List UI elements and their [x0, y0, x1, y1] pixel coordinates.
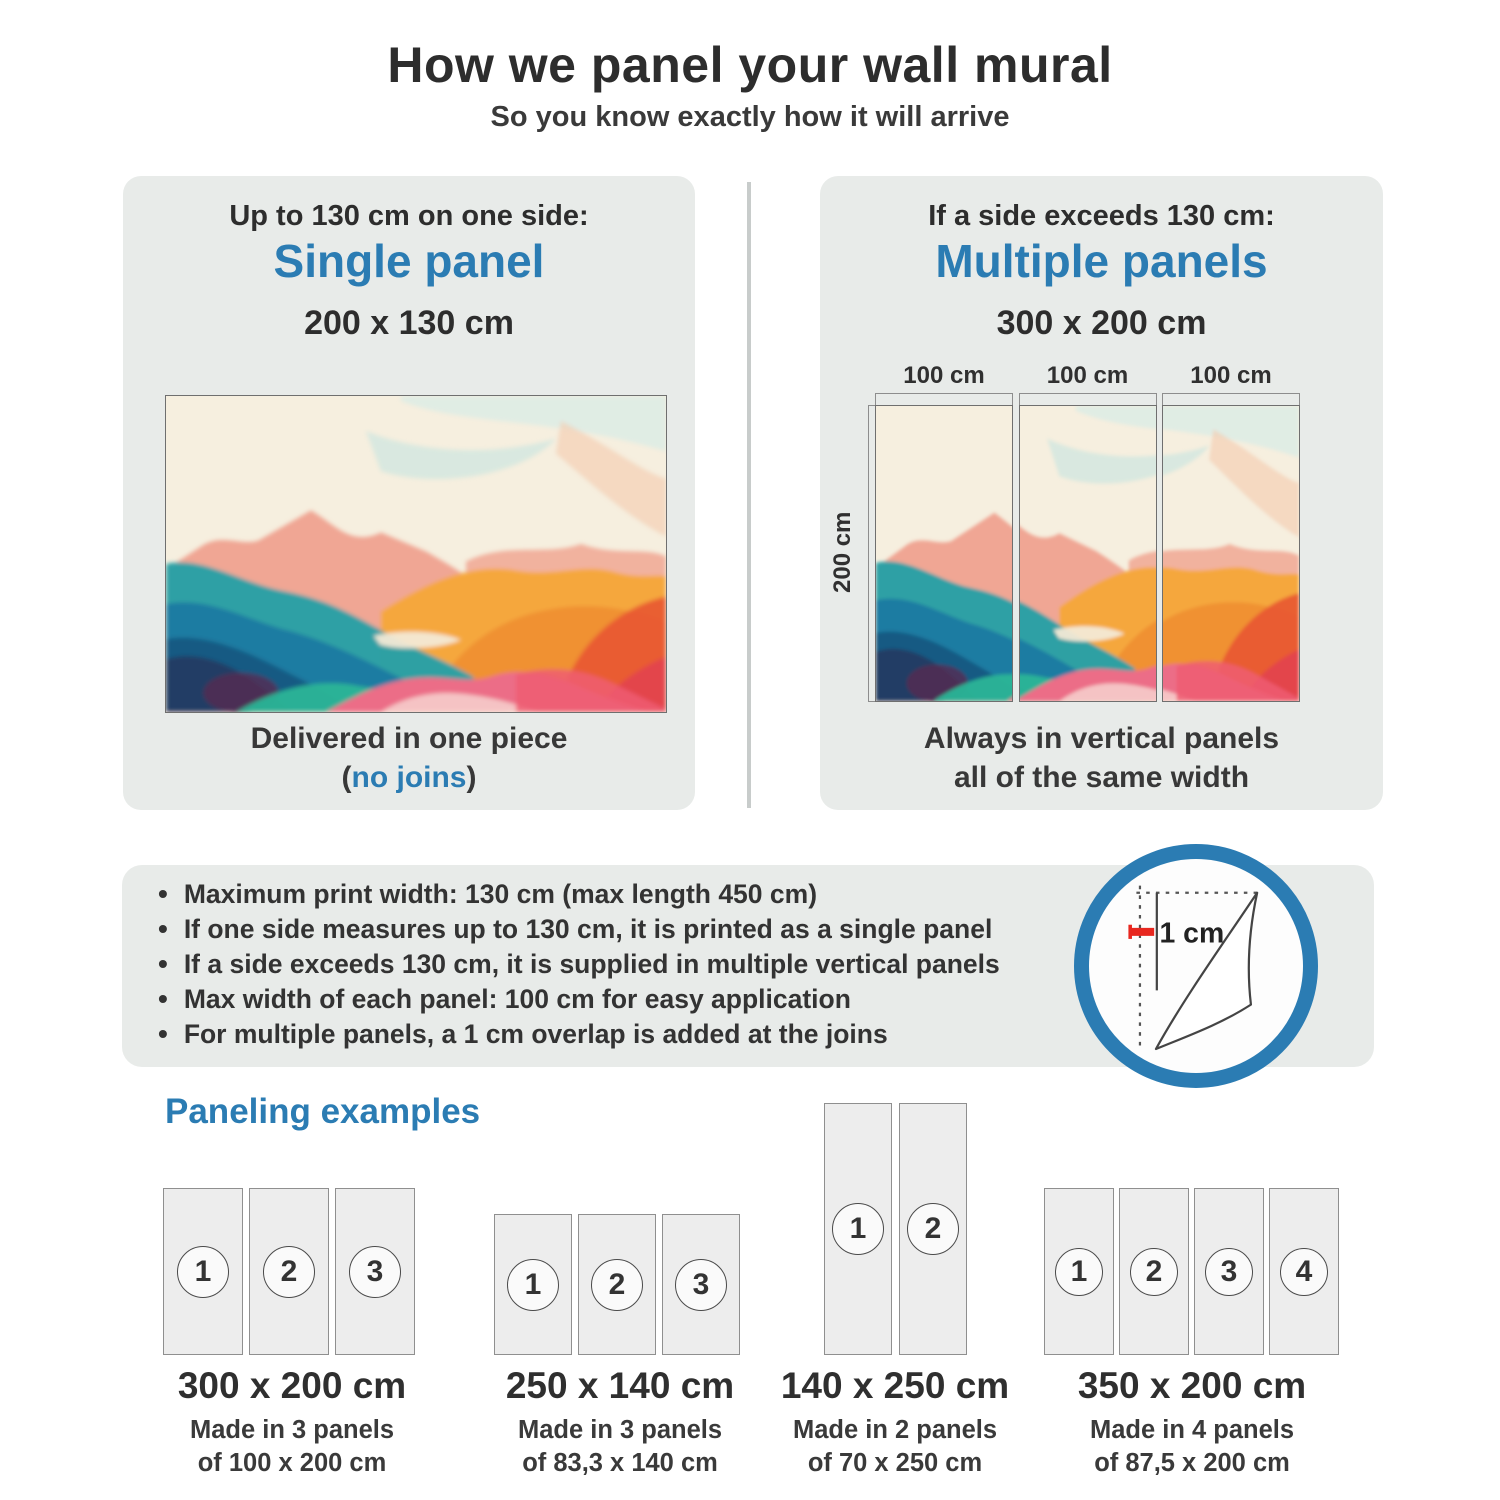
- note-paren-open: (: [341, 761, 352, 794]
- example-4-caption: [1042, 1366, 1342, 1480]
- note-paren-close: ): [466, 761, 477, 794]
- example-3-caption: [745, 1366, 1045, 1480]
- example-made-line: Made in 4 panels: [1089, 1416, 1295, 1444]
- card-divider: [747, 182, 751, 808]
- multiple-panels-caption-line1: Always in vertical panels: [923, 722, 1280, 755]
- no-joins-note: no joins: [351, 761, 467, 794]
- example-panel: [1269, 1188, 1339, 1355]
- single-panel-size: 200 x 130 cm: [304, 304, 514, 342]
- example-panel: [578, 1214, 656, 1355]
- width-bracket-1: [875, 393, 1013, 405]
- panel-number-badge: 2: [1130, 1248, 1178, 1296]
- panel-number-badge: 1: [177, 1246, 229, 1298]
- example-panel: [662, 1214, 740, 1355]
- panel-number-badge: 3: [1205, 1248, 1253, 1296]
- page-title: How we panel your wall mural: [387, 37, 1113, 93]
- example-2-caption: [470, 1366, 770, 1480]
- panel-number-badge: 3: [349, 1246, 401, 1298]
- mural-strip-3: [1162, 405, 1300, 702]
- example-size: 350 x 200 cm: [1077, 1365, 1307, 1406]
- mural-slice-2: [1020, 406, 1156, 701]
- example-3-panels: [824, 1103, 967, 1355]
- panel-number-badge: 2: [591, 1259, 643, 1311]
- example-of-line: of 70 x 250 cm: [807, 1449, 983, 1477]
- panel-number-badge: 1: [507, 1259, 559, 1311]
- example-of-line: of 83,3 x 140 cm: [522, 1449, 718, 1477]
- panel-number-badge: 4: [1280, 1248, 1328, 1296]
- panel-number-badge: 3: [675, 1259, 727, 1311]
- example-panel: [163, 1188, 243, 1355]
- multiple-panels-card: [820, 176, 1383, 810]
- mural-slice-3: [1163, 406, 1299, 701]
- panel-number-badge: 2: [907, 1203, 959, 1255]
- example-size: 140 x 250 cm: [780, 1365, 1010, 1406]
- bullet-text: • Maximum print width: 130 cm (max length 450 cm): [183, 879, 818, 909]
- example-2-panels: [494, 1214, 740, 1355]
- width-label-2: 100 cm: [1046, 362, 1129, 389]
- mural-strip-2: [1019, 405, 1157, 702]
- example-panel: [899, 1103, 967, 1355]
- paneling-examples-heading: Paneling examples: [165, 1092, 481, 1131]
- example-made-line: Made in 2 panels: [792, 1416, 998, 1444]
- example-panel: [1119, 1188, 1189, 1355]
- page-curl-overlap-icon: [1115, 875, 1275, 1057]
- single-panel-caption: Delivered in one piece: [250, 722, 568, 755]
- example-panel: [494, 1214, 572, 1355]
- panel-number-badge: 1: [1055, 1248, 1103, 1296]
- single-panel-mural-image: [165, 395, 667, 713]
- panel-width-brackets: [875, 393, 1300, 404]
- watercolor-mural-image: [166, 396, 666, 712]
- panel-height-label: 200 cm: [829, 511, 856, 594]
- example-1-panels: [163, 1188, 415, 1355]
- page-subtitle: So you know exactly how it will arrive: [490, 101, 1010, 133]
- example-made-line: Made in 3 panels: [517, 1416, 723, 1444]
- width-label-3: 100 cm: [1190, 362, 1272, 389]
- multiple-panels-size: 300 x 200 cm: [996, 304, 1207, 342]
- bullet-text: • For multiple panels, a 1 cm overlap is added at the joins: [183, 1019, 888, 1049]
- single-panel-title: Single panel: [273, 235, 545, 287]
- overlap-measure-label: 1 cm: [1159, 917, 1225, 950]
- example-panel: [1194, 1188, 1264, 1355]
- example-panel: [249, 1188, 329, 1355]
- example-made-line: Made in 3 panels: [189, 1416, 395, 1444]
- width-bracket-2: [1019, 393, 1157, 405]
- width-label-1: 100 cm: [903, 362, 985, 389]
- overlap-detail-icon: [1074, 844, 1318, 1088]
- panel-number-badge: 2: [263, 1246, 315, 1298]
- mural-slice-1: [876, 406, 1012, 701]
- example-panel: [1044, 1188, 1114, 1355]
- example-of-line: of 100 x 200 cm: [197, 1449, 387, 1477]
- width-bracket-3: [1162, 393, 1300, 405]
- bullet-text: • If one side measures up to 130 cm, it is printed as a single panel: [183, 914, 993, 944]
- example-of-line: of 87,5 x 200 cm: [1094, 1449, 1290, 1477]
- single-panel-card: [123, 176, 695, 810]
- single-panel-condition: Up to 130 cm on one side:: [229, 200, 589, 232]
- example-panel: [824, 1103, 892, 1355]
- multi-panel-mural-image: [875, 405, 1306, 702]
- panel-number-badge: 1: [832, 1203, 884, 1255]
- example-1-caption: [142, 1366, 442, 1480]
- multiple-panels-title: Multiple panels: [935, 235, 1268, 287]
- example-size: 250 x 140 cm: [505, 1365, 735, 1406]
- multiple-panels-condition: If a side exceeds 130 cm:: [928, 200, 1275, 232]
- example-panel: [335, 1188, 415, 1355]
- panel-width-labels: [875, 362, 1300, 392]
- mural-strip-1: [875, 405, 1013, 702]
- bullet-text: • Max width of each panel: 100 cm for easy application: [183, 984, 851, 1014]
- single-panel-note-line: [123, 761, 695, 795]
- example-4-panels: [1044, 1188, 1339, 1355]
- example-size: 300 x 200 cm: [177, 1365, 407, 1406]
- multiple-panels-caption-line2: all of the same width: [953, 761, 1250, 794]
- bullet-text: • If a side exceeds 130 cm, it is supplied in multiple vertical panels: [183, 949, 1000, 979]
